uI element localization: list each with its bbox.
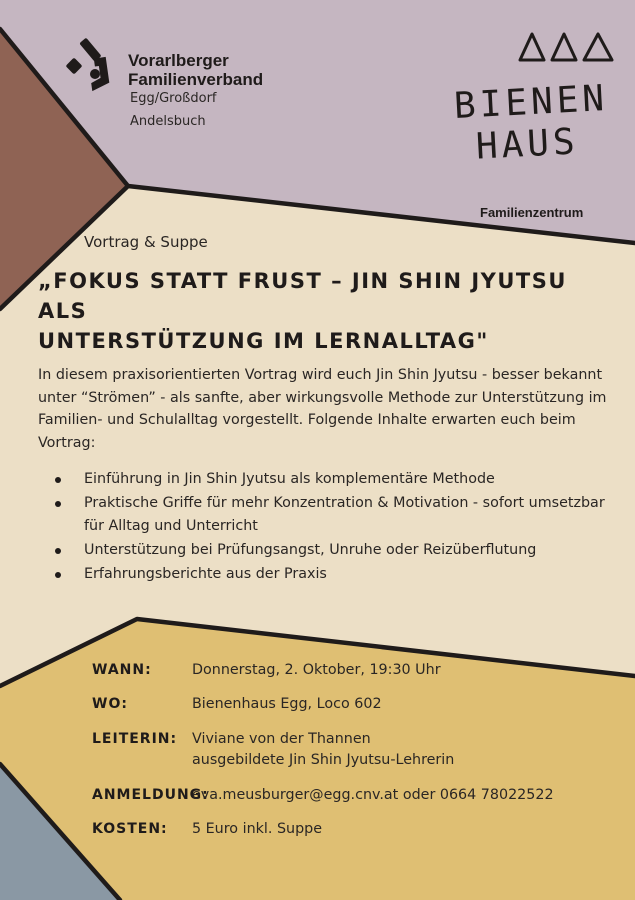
list-item [38,492,608,537]
branch-egg: Egg/Großdorf [130,91,217,106]
info-lead-role: ausgebildete Jin Shin Jyutsu-Lehrerin [192,752,455,768]
bienenhaus-wordmark-line2: HAUS [474,121,580,168]
event-title-line1: „FOKUS STATT FRUST – JIN SHIN JYUTSU ALS [38,269,567,323]
bullet-dot-icon [55,548,61,554]
info-where-value: Bienenhaus Egg, Loco 602 [192,696,382,712]
intro-paragraph: In diesem praxisorientierten Vortrag wird euch Jin Shin Jyutsu - besser bekannt unter “Strömen” - als sanfte, aber wirkungsvolle Methode zur Unterstützung im Familien- und Schulalltag vorgestellt. Folgende Inhalte erwarten euch beim Vortrag: [38,367,607,451]
event-kicker: Vortrag & Suppe [84,233,208,251]
familienzentrum-label: Familienzentrum [480,205,584,220]
org-name-line2: Familienverband [128,70,264,89]
list-item-text: Einführung in Jin Shin Jyutsu als komplementäre Methode [84,471,495,487]
org-name [128,51,263,89]
event-title [38,266,618,356]
bienenhaus-roof-icon [518,30,614,64]
list-item [38,563,608,586]
bullet-dot-icon [55,572,61,578]
familienverband-logo-icon [66,38,118,94]
info-registration-value: eva.meusburger@egg.cnv.at oder 0664 78022522 [192,787,554,803]
org-name-line1: Vorarlberger [128,51,229,70]
info-cost-value: 5 Euro inkl. Suppe [192,821,323,837]
info-registration-label: ANMELDUNG: [92,787,209,803]
list-item [38,539,608,562]
info-lead-label: LEITERIN: [92,731,178,747]
info-lead-name: Viviane von der Thannen [192,731,371,747]
info-when-value: Donnerstag, 2. Oktober, 19:30 Uhr [192,662,441,678]
bienenhaus-wordmark-line1: BIENEN [453,77,609,128]
info-where-label: WO: [92,696,128,712]
event-title-line2: UNTERSTÜTZUNG IM LERNALLTAG" [38,329,489,353]
info-lead-value [192,729,632,771]
info-cost-label: KOSTEN: [92,821,168,837]
list-item [38,468,608,491]
bullet-dot-icon [55,501,61,507]
info-when-label: WANN: [92,662,152,678]
list-item-text: Erfahrungsberichte aus der Praxis [84,565,327,582]
bullet-dot-icon [55,477,61,483]
list-item-text: Praktische Griffe für mehr Konzentration & Motivation - sofort umsetzbar für Alltag und Unterricht [84,495,605,534]
content-list [38,468,608,587]
branch-andelsbuch: Andelsbuch [130,114,206,129]
list-item-text: Unterstützung bei Prüfungsangst, Unruhe oder Reizüberflutung [84,541,537,558]
